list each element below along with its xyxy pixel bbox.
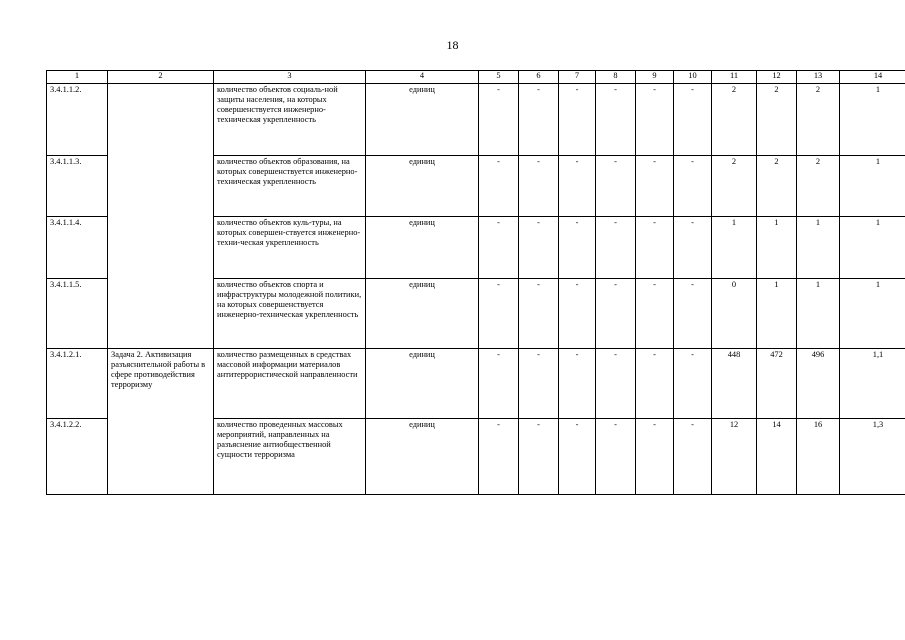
header-cell: 4 [366,71,479,84]
value-cell: - [674,217,712,279]
row-code: 3.4.1.2.2. [47,419,108,495]
value-cell: - [596,279,636,349]
value-cell: - [596,156,636,217]
value-cell: - [674,349,712,419]
row-code: 3.4.1.2.1. [47,349,108,419]
indicator-name: количество объектов образования, на которых совершенствуется инженерно-техническая укрепленность [214,156,366,217]
value-cell: 1 [797,279,840,349]
row-code: 3.4.1.1.3. [47,156,108,217]
indicators-table [46,70,905,495]
value-cell: - [479,279,519,349]
value-cell: 2 [757,84,797,156]
value-cell: 1 [840,217,905,279]
value-cell: - [674,156,712,217]
header-cell: 7 [559,71,596,84]
value-cell: - [559,156,596,217]
unit-cell: единиц [366,156,479,217]
value-cell: - [636,349,674,419]
value-cell: - [596,217,636,279]
value-cell: - [519,419,559,495]
task-cell-empty [108,84,214,349]
value-cell: 1 [712,217,757,279]
value-cell: 1 [757,217,797,279]
value-cell: 1 [840,156,905,217]
value-cell: - [559,217,596,279]
row-code: 3.4.1.1.5. [47,279,108,349]
indicator-name: количество объектов социаль-ной защиты населения, на которых совершенствуется инженерно-техническая укрепленность [214,84,366,156]
header-cell: 5 [479,71,519,84]
value-cell: 1 [840,84,905,156]
header-cell: 1 [47,71,108,84]
value-cell: - [636,84,674,156]
value-cell: - [479,349,519,419]
table-header-row [47,71,905,84]
unit-cell: единиц [366,419,479,495]
unit-cell: единиц [366,84,479,156]
value-cell: - [479,84,519,156]
table-row [47,84,905,156]
value-cell: 14 [757,419,797,495]
value-cell: 1 [840,279,905,349]
page-number: 18 [446,38,459,52]
value-cell: - [596,419,636,495]
header-cell: 6 [519,71,559,84]
header-cell: 2 [108,71,214,84]
row-code: 3.4.1.1.2. [47,84,108,156]
row-code: 3.4.1.1.4. [47,217,108,279]
header-cell: 11 [712,71,757,84]
value-cell: - [479,217,519,279]
value-cell: 0 [712,279,757,349]
header-cell: 3 [214,71,366,84]
value-cell: - [479,156,519,217]
value-cell: - [559,419,596,495]
header-cell: 12 [757,71,797,84]
value-cell: - [559,279,596,349]
header-cell: 8 [596,71,636,84]
value-cell: - [674,84,712,156]
value-cell: - [636,279,674,349]
value-cell: 2 [757,156,797,217]
value-cell: - [636,217,674,279]
value-cell: - [519,156,559,217]
value-cell: - [519,84,559,156]
value-cell: - [519,217,559,279]
value-cell: - [636,419,674,495]
value-cell: 472 [757,349,797,419]
value-cell: 2 [712,84,757,156]
value-cell: 2 [712,156,757,217]
value-cell: 2 [797,84,840,156]
value-cell: - [636,156,674,217]
indicator-name: количество объектов куль-туры, на которых совершен-ствуется инженерно-техни-ческая укрепленность [214,217,366,279]
value-cell: 1,3 [840,419,905,495]
indicator-name: количество проведенных массовых мероприятий, направленных на разъяснение антиобщественной сущности терроризма [214,419,366,495]
table-row [47,349,905,419]
value-cell: - [674,419,712,495]
value-cell: - [559,84,596,156]
value-cell: 1,1 [840,349,905,419]
value-cell: - [559,349,596,419]
value-cell: - [479,419,519,495]
header-cell: 14 [840,71,905,84]
value-cell: 1 [757,279,797,349]
value-cell: - [596,349,636,419]
header-cell: 9 [636,71,674,84]
value-cell: 2 [797,156,840,217]
value-cell: - [519,349,559,419]
indicator-name: количество размещенных в средствах массовой информации материалов антитеррористической направленности [214,349,366,419]
header-cell: 10 [674,71,712,84]
unit-cell: единиц [366,279,479,349]
value-cell: - [596,84,636,156]
unit-cell: единиц [366,217,479,279]
value-cell: 1 [797,217,840,279]
value-cell: 496 [797,349,840,419]
value-cell: 448 [712,349,757,419]
task-description: Задача 2. Активизация разъяснительной работы в сфере противодействия терроризму [108,349,214,495]
value-cell: - [674,279,712,349]
value-cell: 12 [712,419,757,495]
value-cell: 16 [797,419,840,495]
header-cell: 13 [797,71,840,84]
indicator-name: количество объектов спорта и инфраструктуры молодежной политики, на которых совершенствуется инженерно-техническая укрепленность [214,279,366,349]
unit-cell: единиц [366,349,479,419]
value-cell: - [519,279,559,349]
